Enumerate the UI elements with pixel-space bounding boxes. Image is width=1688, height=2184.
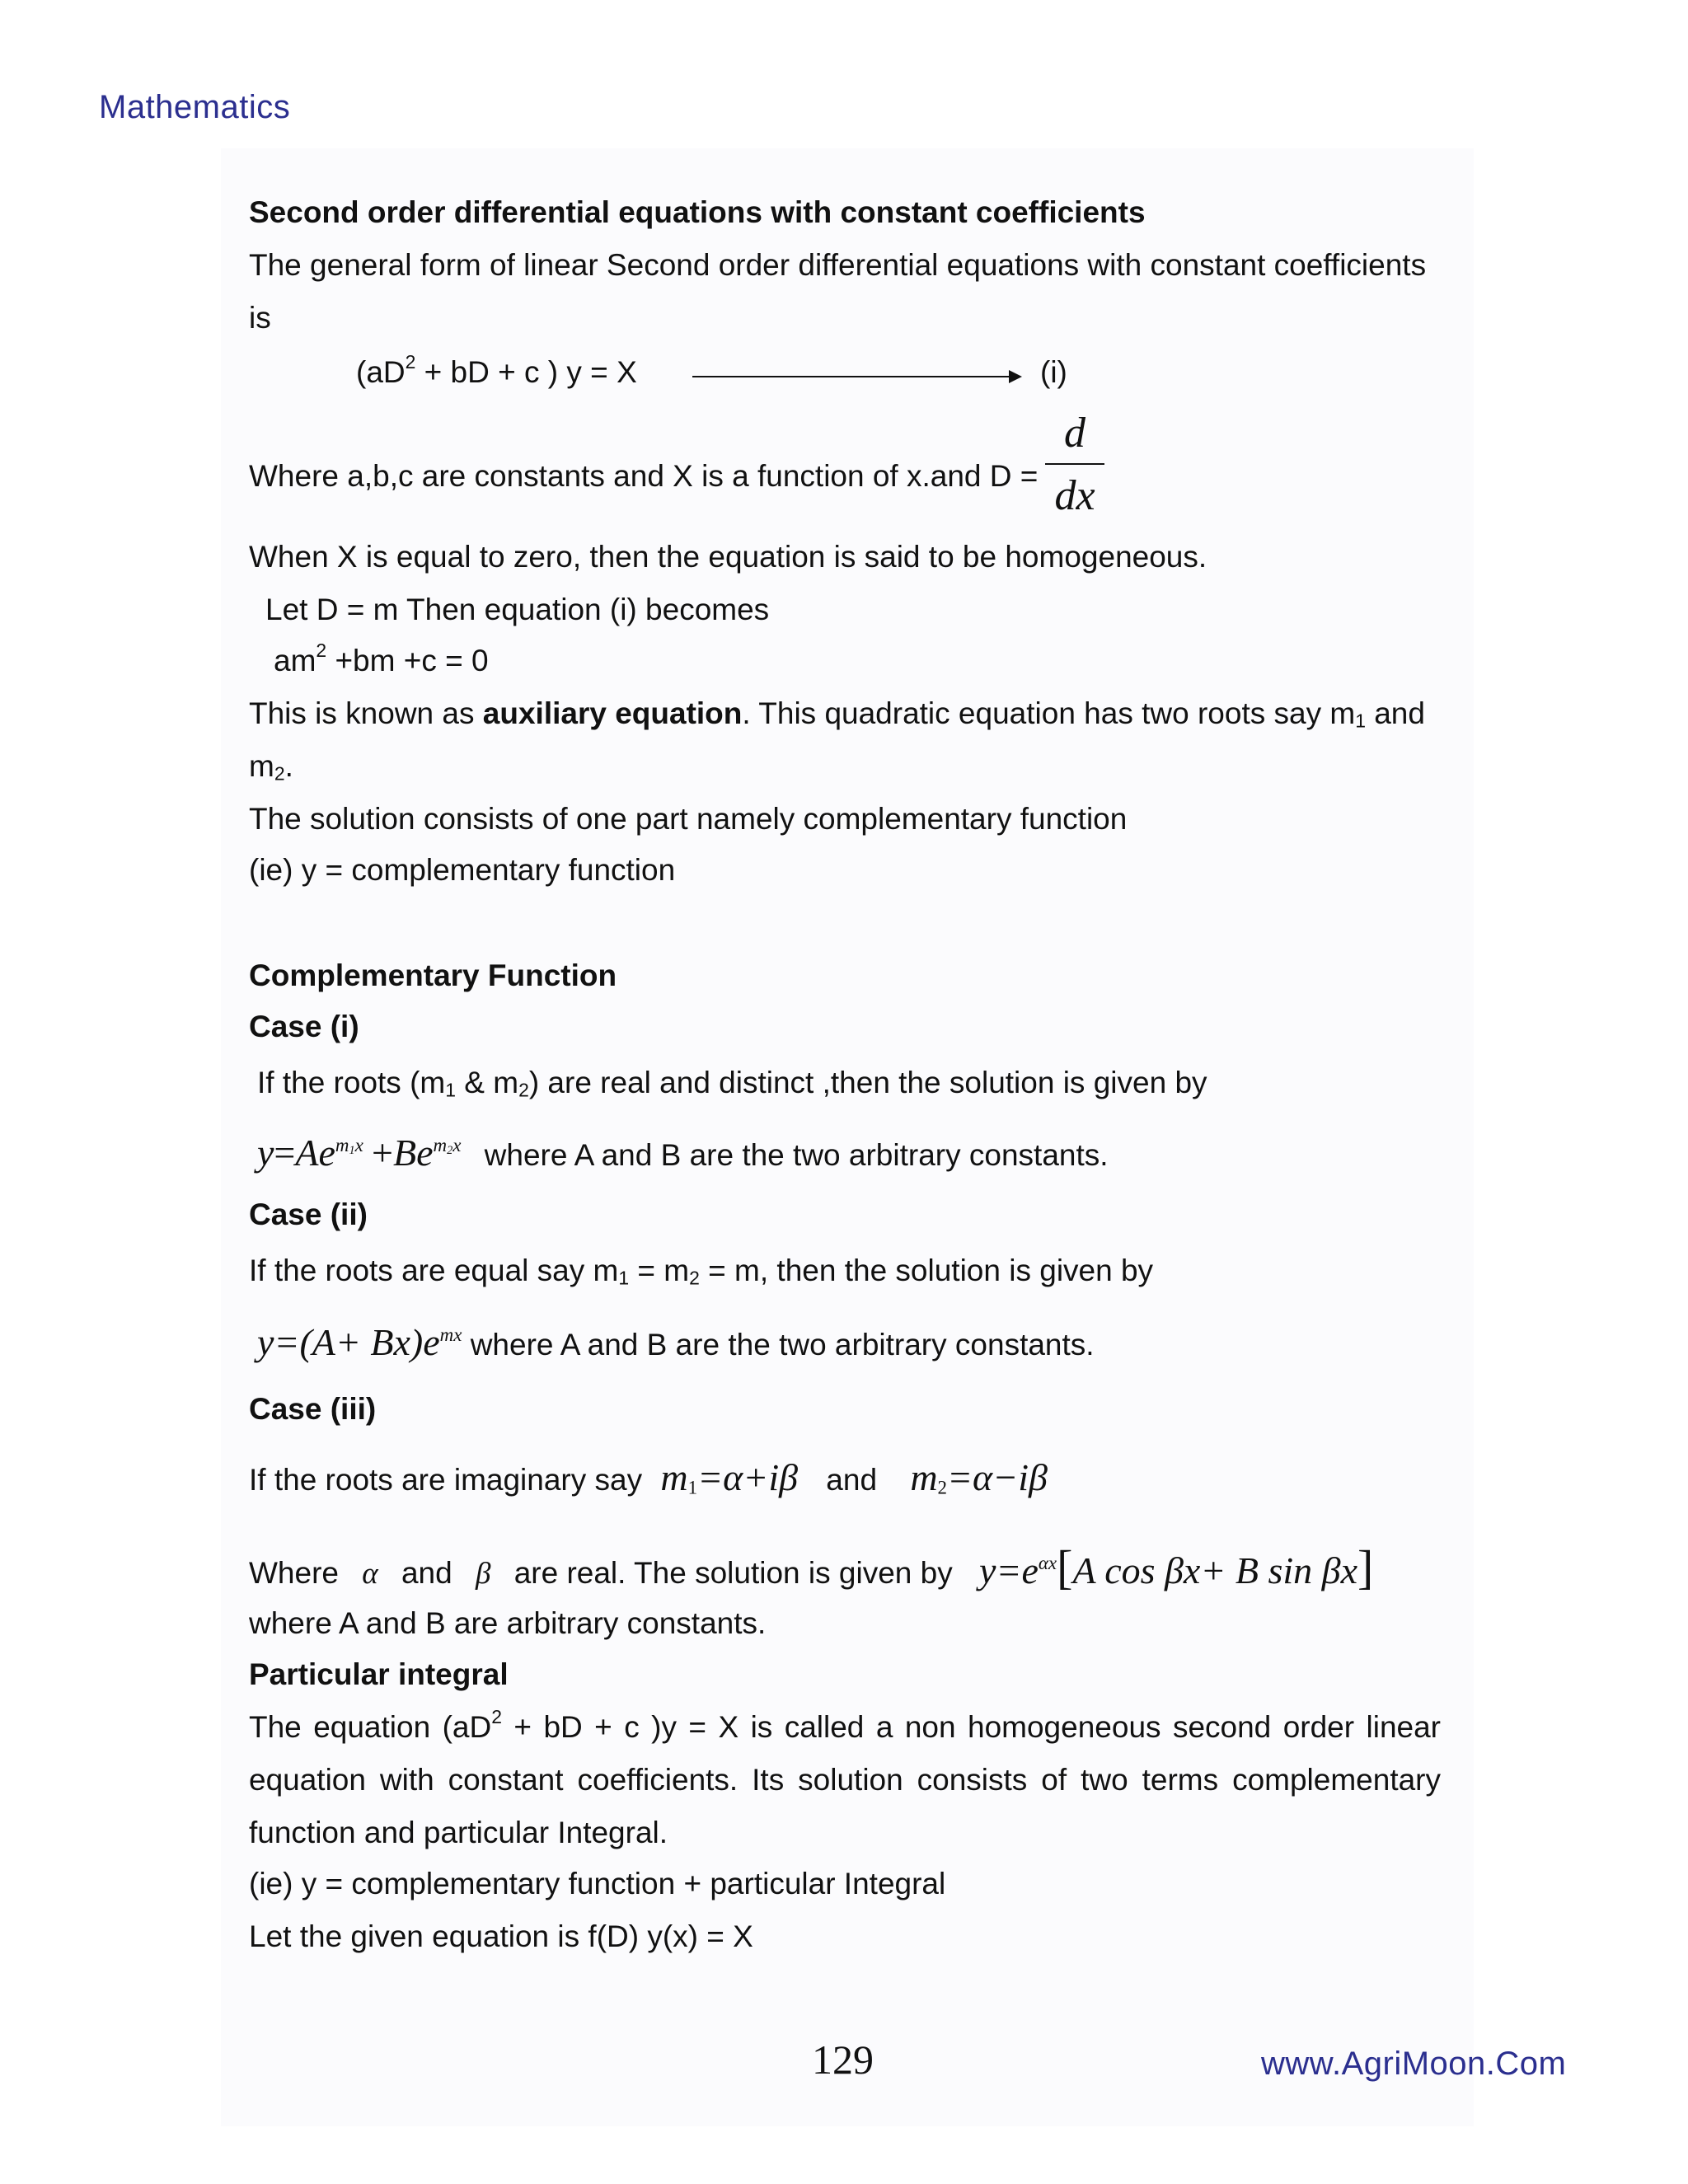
- auxiliary-equation: $am^2 +bm +c = 0$: [274, 639, 489, 677]
- pi-line-5: Let the given equation is f(D) y(x) = X: [249, 1919, 753, 1953]
- auxiliary-known-line: This is known as auxiliary equation. This quadratic equation has two roots say $m_1$ and: [249, 696, 1425, 732]
- fraction-bar: [1045, 463, 1104, 465]
- case-3-title: Case (iii): [249, 1392, 377, 1426]
- intro-line-2: is: [249, 301, 271, 335]
- pi-line-1: The equation ($aD^2$ + bD + c )y = X is called a non homogeneous second order linear: [249, 1705, 1441, 1744]
- equation-label: (i): [1040, 355, 1067, 389]
- arrow-right-icon: [692, 376, 1019, 377]
- case-1-title: Case (i): [249, 1010, 359, 1043]
- pi-line-4: (ie) y = complementary function + particular Integral: [249, 1867, 946, 1900]
- let-d-line: Let D = m Then equation (i) becomes: [265, 593, 770, 626]
- case-1-text: If the roots ($m_1$ & $m_2$) are real and distinct ,then the solution is given by: [257, 1066, 1207, 1101]
- pi-line-3: function and particular Integral.: [249, 1816, 668, 1849]
- case-3-text: If the roots are imaginary say $m_1=\alpha+i\beta$ and $m_2=\alpha-i\beta$: [249, 1456, 1048, 1498]
- intro-line-1: The general form of linear Second order differential equations with constant coefficients: [249, 248, 1427, 282]
- fraction-numerator: d: [1064, 410, 1085, 457]
- general-equation: ($aD^2$ + bD + c ) y = X: [356, 350, 637, 389]
- case-2-title: Case (ii): [249, 1197, 368, 1231]
- case-2-equation: $y=(A+ Bx)e^{mx}$ where A and B are the two arbitrary constants.: [257, 1321, 1095, 1363]
- arbitrary-constants-line: where A and B are arbitrary constants.: [249, 1606, 767, 1640]
- section-title: Second order differential equations with constant coefficients: [249, 195, 1146, 229]
- pi-line-2: equation with constant coefficients. Its solution consists of two terms complementary: [249, 1763, 1441, 1797]
- case-1-equation: $y=Ae^{m_1x} +Be^{m_2x}$ where A and B are the two arbitrary constants.: [257, 1132, 1109, 1174]
- where-constants-line: Where a,b,c are constants and X is a function of x.and D =: [249, 459, 1039, 493]
- m2-line: $m_2$.: [249, 749, 293, 785]
- d-dx-fraction: [1045, 412, 1104, 518]
- case-2-text: If the roots are equal say $m_1 = m_2 = m$, then the solution is given by: [249, 1254, 1154, 1289]
- site-url: www.AgriMoon.Com: [1261, 2046, 1567, 2082]
- page-number: 129: [812, 2036, 874, 2083]
- ie-line: (ie) y = complementary function: [249, 853, 676, 887]
- solution-line: The solution consists of one part namely complementary function: [249, 802, 1128, 836]
- subject-header: Mathematics: [99, 89, 291, 125]
- pi-title: Particular integral: [249, 1657, 509, 1691]
- case-3-solution-line: Where α and β are real. The solution is given by $y=e^{\alpha x}[A$ cos βx+ B sin βx]: [249, 1540, 1374, 1594]
- fraction-denominator: dx: [1054, 472, 1095, 519]
- homogeneous-line: When X is equal to zero, then the equation is said to be homogeneous.: [249, 540, 1207, 574]
- cf-title: Complementary Function: [249, 958, 617, 992]
